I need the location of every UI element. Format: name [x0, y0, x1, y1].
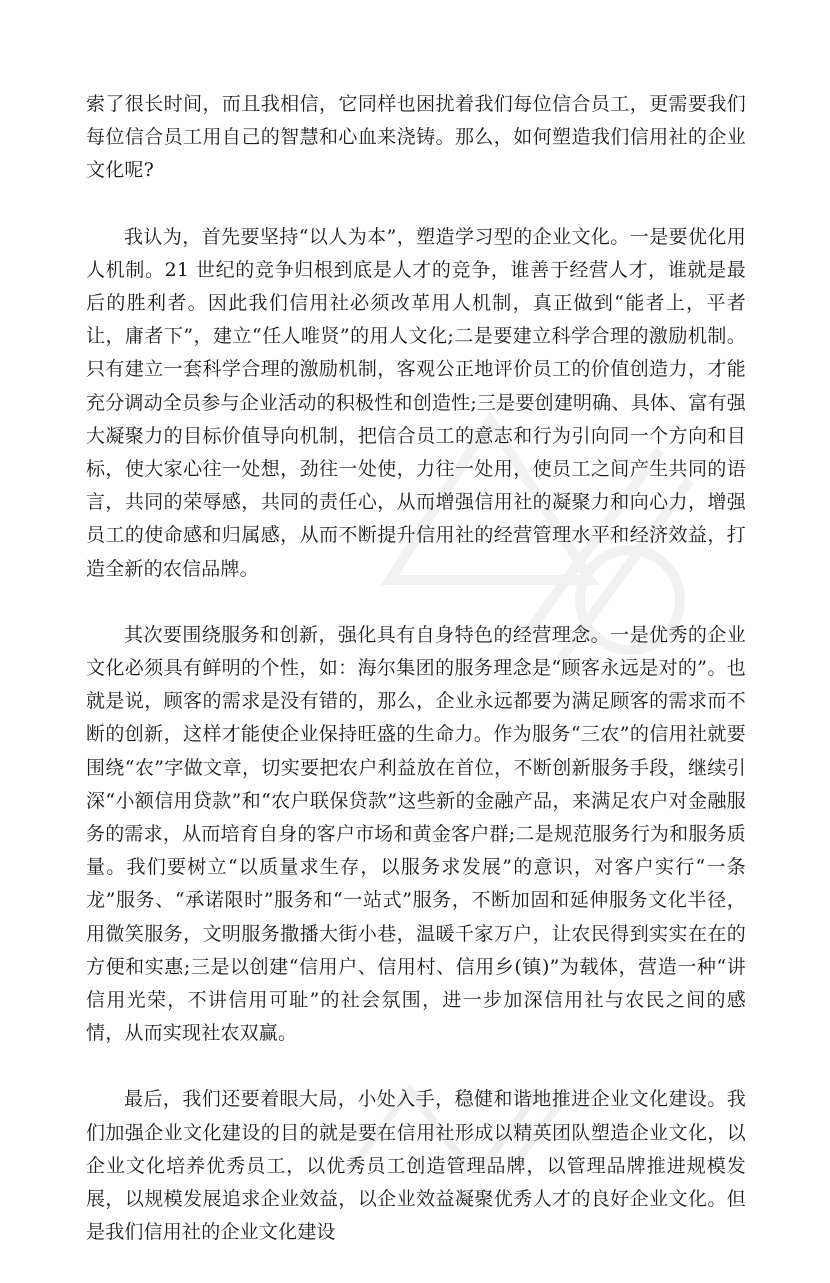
paragraph-people-oriented: 我认为，首先要坚持“以人为本”，塑造学习型的企业文化。一是要优化用人机制。21 世纪的竞争归根到底是人才的竞争，谁善于经营人才，谁就是最后的胜利者。因此我们信用社必须改革用人机制，真正做到“能者上，平者让，庸者下”，建立“任人唯贤”的用人文化;二是要建立科学合理的激励机制。只有建立一套科学合理的激励机制，客观公正地评价员工的价值创造力，才能充分调动全员参与企业活动的积极性和创造性;三是要创建明确、具体、富有强大凝聚力的目标价值导向机制，把信合员工的意志和行为引向同一个方向和目标，使大家心往一处想，劲往一处使，力往一处用，使员工之间产生共同的语言，共同的荣辱感，共同的责任心，从而增强信用社的凝聚力和向心力，增强员工的使命感和归属感，从而不断提升信用社的经营管理水平和经济效益，打造全新的农信品牌。	[86, 225, 746, 580]
paragraph-service-innovation: 其次要围绕服务和创新，强化具有自身特色的经营理念。一是优秀的企业文化必须具有鲜明的个性，如：海尔集团的服务理念是“顾客永远是对的”。也就是说，顾客的需求是没有错的，那么，企业永远都要为满足顾客的需求而不断的创新，这样才能使企业保持旺盛的生命力。作为服务“三农”的信用社就要围绕“农”字做文章，切实要把农户利益放在首位，不断创新服务手段，继续引深“小额信用贷款”和“农户联保贷款”这些新的金融产品，来满足农户对金融服务的需求，从而培育自身的客户市场和黄金客户群;二是规范服务行为和服务质量。我们要树立“以质量求生存，以服务求发展”的意识，对客户实行“一条龙”服务、“承诺限时”服务和“一站式”服务，不断加固和延伸服务文化半径，用微笑服务，文明服务撒播大街小巷，温暖千家万户，让农民得到实实在在的方便和实惠;三是以创建“信用户、信用村、信用乡(镇)”为载体，营造一种“讲信用光荣，不讲信用可耻”的社会氛围，进一步加深信用社与农民之间的感情，从而实现社农双赢。	[86, 623, 746, 1045]
document-body	[86, 88, 746, 1283]
paragraph-overall-approach: 最后，我们还要着眼大局，小处入手，稳健和谐地推进企业文化建设。我们加强企业文化建设的目的就是要在信用社形成以精英团队塑造企业文化，以企业文化培养优秀员工，以优秀员工创造管理品牌，以管理品牌推进规模发展，以规模发展追求企业效益，以企业效益凝聚优秀人才的良好企业文化。但是我们信用社的企业文化建设	[86, 1088, 746, 1244]
paragraph-continuation: 索了很长时间，而且我相信，它同样也困扰着我们每位信合员工，更需要我们每位信合员工用自己的智慧和心血来浇铸。那么，如何塑造我们信用社的企业文化呢?	[86, 93, 746, 182]
